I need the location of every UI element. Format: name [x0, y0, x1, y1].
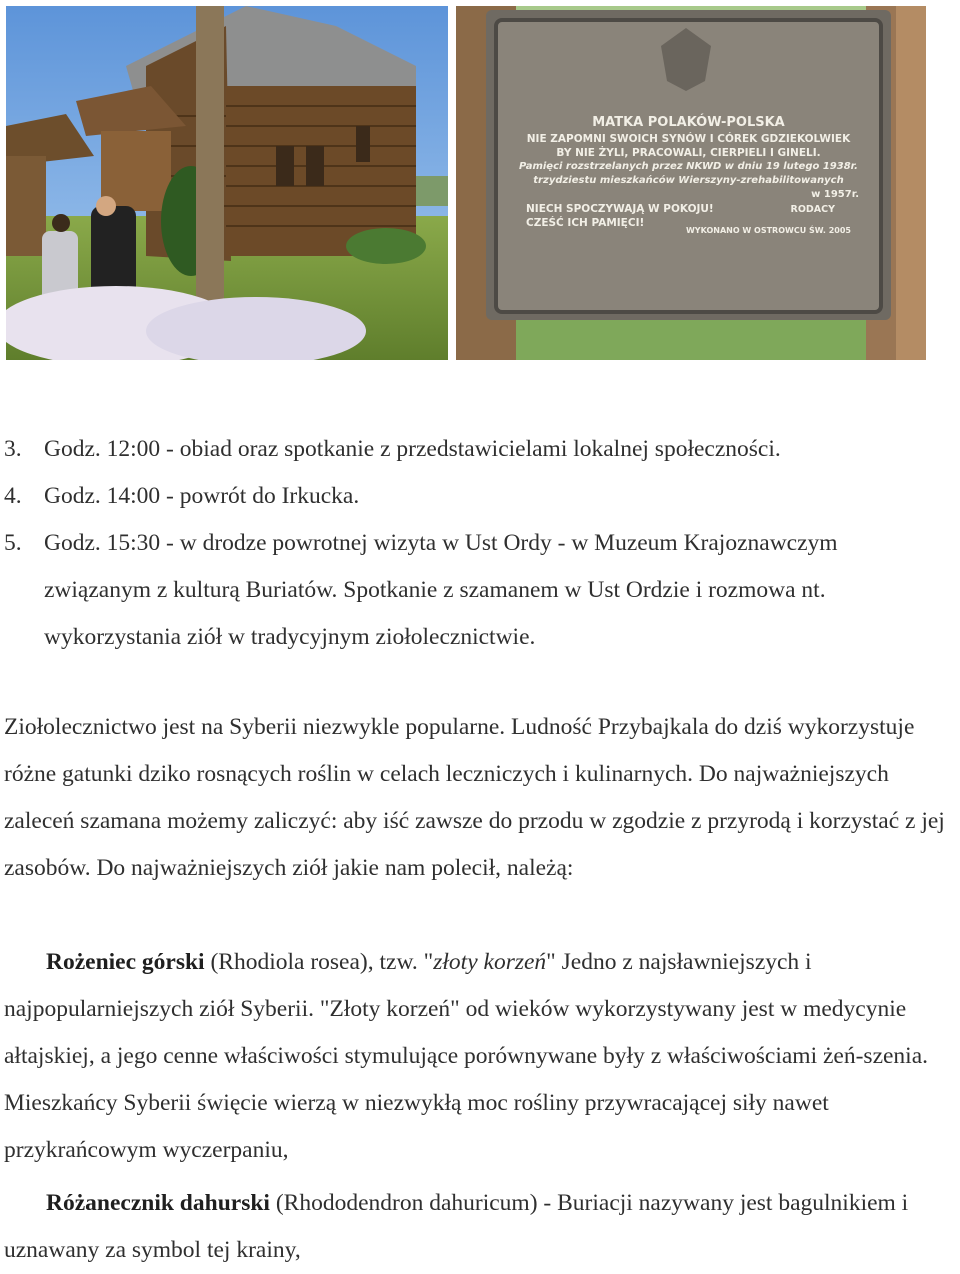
- latin-name: (Rhodiola rosea), tzw. ": [204, 949, 434, 975]
- plaque-line: CZEŚĆ ICH PAMIĘCI!: [526, 217, 645, 229]
- rhodiola-paragraph: [4, 939, 960, 1174]
- herb-name: Różanecznik dahurski: [46, 1190, 270, 1216]
- plaque-line: MATKA POLAKÓW-POLSKA: [592, 115, 785, 130]
- plaque-line: WYKONANO W OSTROWCU ŚW. 2005: [685, 226, 851, 235]
- rhododendron-paragraph: [4, 1180, 960, 1274]
- list-text: Godz. 12:00 - obiad oraz spotkanie z przedstawicielami lokalnej społeczności.: [44, 436, 781, 462]
- paragraph-text: [4, 939, 960, 1174]
- herb-alias: złoty korzeń: [433, 949, 547, 975]
- plaque-inscription: [496, 114, 881, 242]
- list-number: 3.: [4, 436, 22, 462]
- memorial-plaque-photo: [456, 6, 926, 360]
- plaque-line: NIE ZAPOMNI SWOICH SYNÓW I CÓREK GDZIEKOLWIEK: [526, 133, 851, 145]
- church-photo-illustration: [6, 6, 448, 360]
- herbal-medicine-paragraph: [4, 704, 960, 892]
- paragraph-text: Ziołolecznictwo jest na Syberii niezwykle popularne. Ludność Przybajkala do dziś wykorzystuje różne gatunki dziko rosnących roślin w celach leczniczych i kulinarnych. Do najważniejszych zaleceń szamana możemy zaliczyć: aby iść zawsze do przodu w zgodzie z przyrodą i korzystać z jej zasobów. Do najważniejszych ziół jakie nam polecił, należą:: [4, 714, 945, 881]
- paragraph-rest: " Jedno z najsławniejszych i najpopularniejszych ziół Syberii. "Złoty korzeń" od wieków wykorzystywany jest w medycynie ałtajskiej, a jego cenne właściwości stymulujące porównywane były z właściwościami żeń-szenia. Mieszkańcy Syberii święcie wierzą w niezwykłą moc rośliny przywracającej siły nawet przykrańcowym wyczerpaniu,: [4, 949, 929, 1163]
- plaque-line: trzydziestu mieszkańców Wierszyny-zrehabilitowanych: [533, 175, 844, 186]
- herb-name: Rożeniec górski: [46, 949, 205, 975]
- plaque-line: Pamięci rozstrzelanych przez NKWD w dniu 19 lutego 1938r.: [519, 161, 858, 172]
- paragraph-rest: (Rhododendron dahuricum) - Buriacji nazywany jest bagulnikiem i uznawany za symbol tej krainy,: [4, 1190, 909, 1263]
- paragraph-text: [4, 1180, 960, 1274]
- church-photo: [6, 6, 448, 360]
- schedule-list: [4, 426, 960, 661]
- list-item: [4, 520, 960, 661]
- list-text: Godz. 15:30 - w drodze powrotnej wizyta w Ust Ordy - w Muzeum Krajoznawczym związanym z kulturą Buriatów. Spotkanie z szamanem w Ust Ordzie i rozmowa nt. wykorzystania ziół w tradycyjnym ziołolecznictwie.: [44, 530, 838, 650]
- list-number: 4.: [4, 483, 22, 509]
- list-text: Godz. 14:00 - powrót do Irkucka.: [44, 483, 360, 509]
- plaque-line: w 1957r.: [811, 189, 859, 200]
- plaque-line: RODACY: [790, 204, 835, 215]
- plaque-line: NIECH SPOCZYWAJĄ W POKOJU!: [526, 203, 714, 215]
- list-item: [4, 473, 960, 520]
- list-item: [4, 426, 960, 473]
- list-number: 5.: [4, 530, 22, 556]
- plaque-line: BY NIE ŻYLI, PRACOWALI, CIERPIELI I GINELI.: [556, 147, 821, 159]
